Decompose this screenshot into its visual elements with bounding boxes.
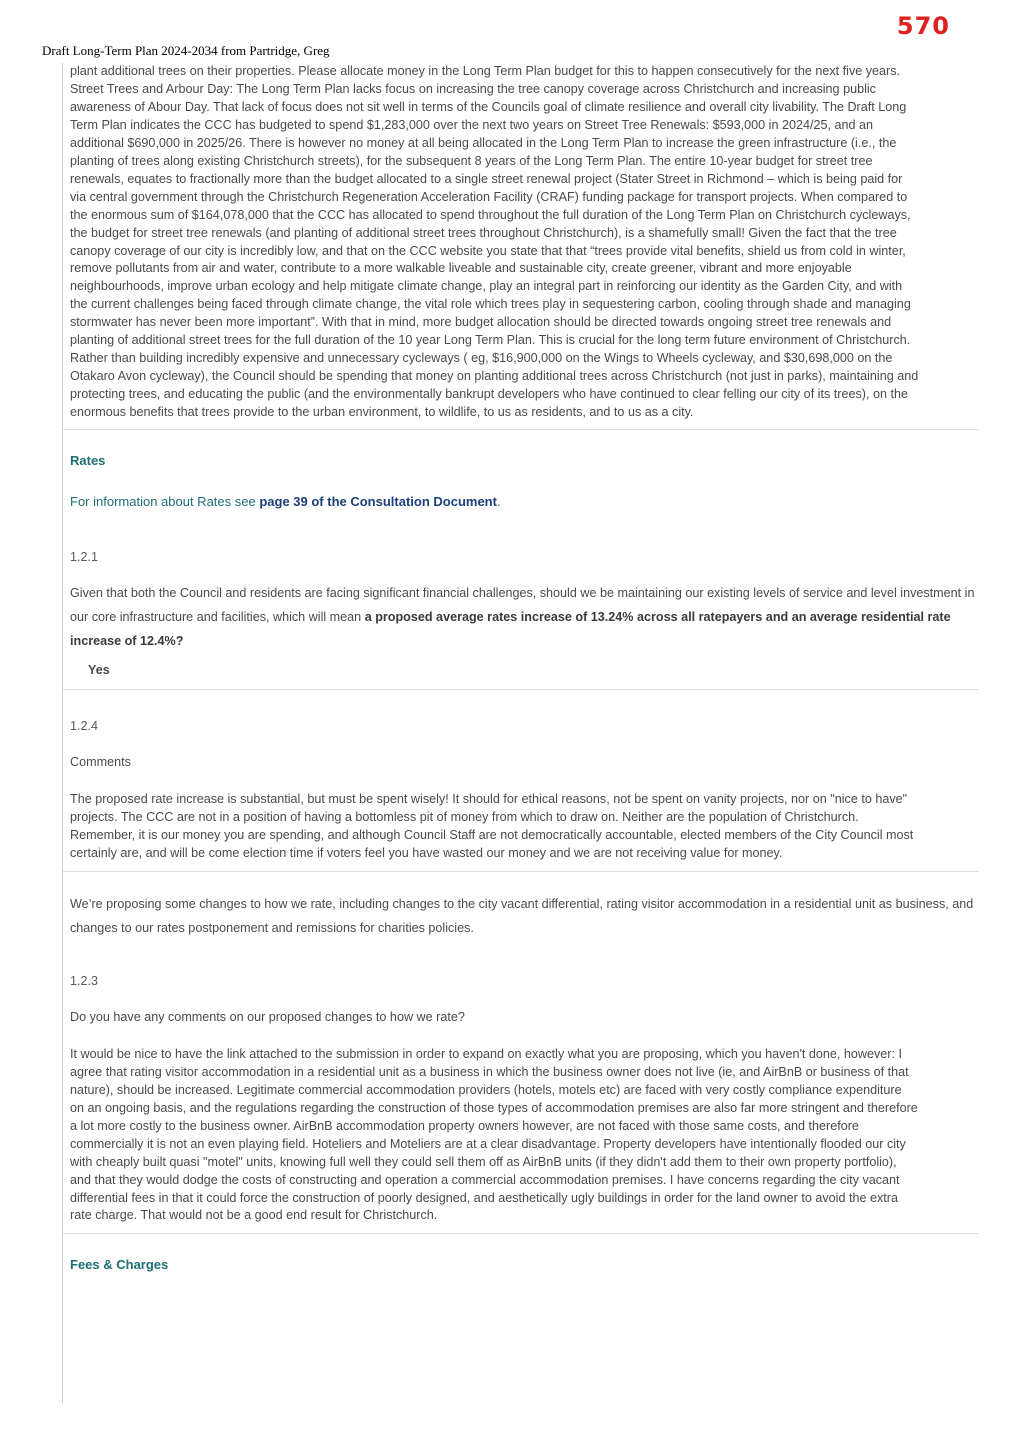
question-1-2-1: Given that both the Council and residents are facing significant financial challenges, should we be maintaining our existing levels of service and level investment in our core infrastructure and facilities, which will mean a proposed average rates increase of 13.24% across all ratepayers and an average residential rate increase of 12.4%? [70, 586, 975, 649]
page-number: 570 [896, 12, 950, 40]
comments-label: Comments [70, 755, 131, 770]
question-number-1-2-1: 1.2.1 [70, 550, 99, 565]
answer-1-2-1: Yes [88, 663, 110, 678]
tree-canopy-response: plant additional trees on their properties. Please allocate money in the Long Term Plan budget for this to happen consecutively for the next five years. Street Trees and Arbour Day: The Long Term Plan lacks focus on increasing the tree canopy coverage across Christchurch and increasing public awareness of Abour Day. That lack of focus does not sit well in terms of the Councils goal of climate resilience and overall city livability. The Draft Long Term Plan indicates the CCC has budgeted to spend $1,283,000 over the next two years on Street Tree Renewals: $593,000 in 2024/25, and an additional $690,000 in 2025/26. There is however no money at all being allocated in the Long Term Plan to increase the green infrastructure (i.e., the planting of trees along existing Christchurch streets), for the subsequent 8 years of the Long Term Plan. The entire 10-year budget for street tree renewals, equates to fractionally more than the budget allocated to a single street renewal project (Stater Street in Richmond – which is being paid for via central government through the Christchurch Regeneration Acceleration Facility (CRAF) funding package for transport projects. When compared to the enormous sum of $164,078,000 that the CCC has allocated to spend throughout the full duration of the Long Term Plan on Christchurch cycleways, the budget for street tree renewals (and planting of additional street trees throughout Christchurch), is a shamefully small! Given the fact that the tree canopy coverage of our city is incredibly low, and that on the CCC website you state that that “trees provide vital benefits, shield us from cold in winter, remove pollutants from air and water, contribute to a more walkable liveable and sustainable city, create greener, vibrant and more enjoyable neighbourhoods, improve urban ecology and help mitigate climate change, play an integral part in reinforcing our identity as the Garden City, and with the current challenges being faced through climate change, the vital role which trees play in sequestering carbon, cooling through shade and managing stormwater has never been more important”. With that in mind, more budget allocation should be directed towards ongoing street tree renewals and planting of additional street trees for the full duration of the 10 year Long Term Plan. This is crucial for the long term future environment of Christchurch. Rather than building incredibly expensive and unnecessary cycleways ( eg, $16,900,000 on the Wings to Wheels cycleway, and $30,698,000 on the Otakaro Avon cycleway), the Council should be spending that money on planting additional trees across Christchurch (not just in parks), maintaining and protecting trees, and educating the public (and the environmentally bankrupt developers who have continued to clear felling our city of its trees), on the enormous benefits that trees provide to the urban environment, to wildlife, to us as residents, and to us as a city. [70, 64, 919, 420]
comments-response: The proposed rate increase is substantial, but must be spent wisely! It should for ethical reasons, not be spent on vanity projects, nor on "nice to have" projects. The CCC are not in a position of having a bottomless pit of money from which to draw on. Neither are the population of Christchurch. Remember, it is our money you are spending, and although Council Staff are not democratically accountable, elected members of the City Council most certainly are, and will be come election time if voters feel you have wasted our money and we are not receiving value for money. [70, 792, 914, 860]
rating-changes-response: It would be nice to have the link attached to the submission in order to expand on exactly what you are proposing, which you haven't done, however: I agree that rating visitor accommodation in a residential unit as a business in which the business owner does not live (ie, and AirBnB or business of that nature), should be increased. Legitimate commercial accommodation providers (hotels, motels etc) are faced with very costly compliance expenditure on an ongoing basis, and the regulations regarding the construction of those types of accommodation premises are also far more stringent and therefore a lot more costly to the business owner. AirBnB accommodation property owners however, are not faced with those same costs, and therefore commercially it is not an even playing field. Hoteliers and Moteliers are at a clear disadvantage. Property developers have intentionally flooded our city with cheaply built quasi "motel" units, knowing full well they could sell them off as AirBnB units (if they didn't add them to their own property portfolio), and that they would dodge the costs of constructing and operation a commercial accommodation premises. I have concerns regarding the city vacant differential fees in that it could force the construction of poorly designed, and aesthetically ugly buildings in order for the land owner to avoid the extra rate charge. That would not be a good end result for Christchurch. [70, 1046, 918, 1223]
fees-section-title: Fees & Charges [70, 1257, 169, 1273]
rates-section-title: Rates [70, 453, 106, 469]
rates-info-text: For information about Rates see page 39 of the Consultation Document. [70, 494, 501, 510]
document-header-title: Draft Long-Term Plan 2024-2034 from Partridge, Greg [42, 43, 330, 58]
question-number-1-2-4: 1.2.4 [70, 719, 99, 734]
question-1-2-3: Do you have any comments on our proposed changes to how we rate? [70, 1009, 465, 1024]
submission-content [62, 63, 979, 1403]
question-number-1-2-3: 1.2.3 [70, 973, 99, 988]
rating-changes-intro: We’re proposing some changes to how we rate, including changes to the city vacant differential, rating visitor accommodation in a residential unit as business, and changes to our rates postponement and remissions for charities policies. [70, 896, 974, 935]
consultation-document-link[interactable]: page 39 of the Consultation Document [259, 494, 497, 510]
